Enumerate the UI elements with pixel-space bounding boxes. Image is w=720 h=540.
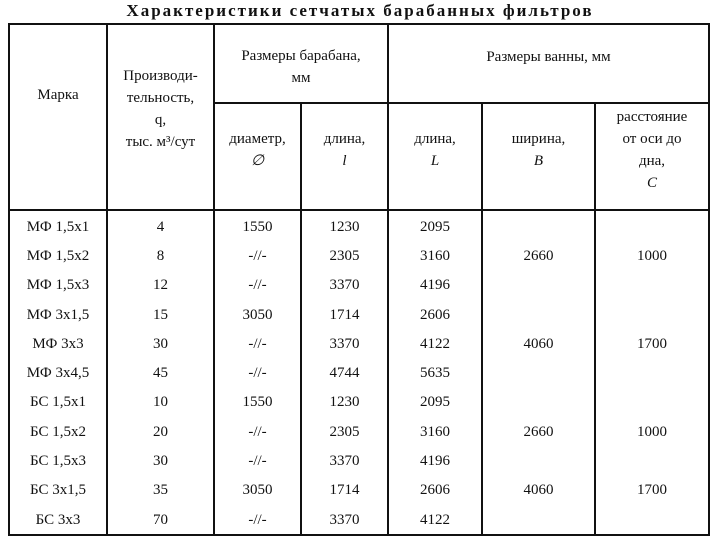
cell-marka: МФ 1,5х1 (26, 218, 90, 235)
cell-bath-distance (596, 271, 708, 300)
header-marka: Марка (37, 87, 79, 103)
cell-bath-length: 2606 (420, 482, 450, 499)
header-bath-length (389, 128, 481, 178)
header-productivity-line: тельность, (126, 90, 195, 106)
header-sub-line: B (533, 153, 544, 169)
cell-bath-distance (596, 446, 708, 475)
cell-productivity: 35 (153, 482, 168, 499)
cell-bath-width (483, 359, 594, 388)
header-drum-length (302, 128, 387, 178)
cell-drum-diameter: -//- (248, 511, 267, 528)
cell-bath-width: 2660 (523, 247, 554, 264)
cell-bath-width (483, 505, 594, 534)
cell-productivity: 4 (156, 218, 165, 235)
cell-bath-length: 2606 (420, 306, 450, 323)
cell-bath-width (483, 446, 594, 475)
cell-bath-distance: 1700 (637, 335, 667, 352)
cell-bath-length: 5635 (420, 365, 450, 382)
header-productivity-line: Производи- (123, 68, 198, 84)
cell-bath-length: 3160 (420, 423, 450, 440)
cell-bath-width (483, 271, 594, 300)
header-sub-line: расстояние (616, 109, 688, 125)
header-sub-line: диаметр, (229, 131, 286, 147)
cell-drum-diameter: 3050 (242, 306, 273, 323)
header-sub-line: длина, (323, 131, 366, 147)
header-sub-line: ∅ (250, 153, 265, 169)
cell-productivity: 30 (153, 335, 168, 352)
cell-drum-diameter: -//- (248, 247, 267, 264)
header-sub-line: от оси до (622, 131, 682, 147)
cell-drum-length: 3370 (329, 453, 360, 470)
cell-drum-diameter: -//- (248, 365, 267, 382)
cell-bath-length: 2095 (420, 218, 450, 235)
header-drum-line: мм (291, 70, 311, 86)
header-bath-distance (596, 106, 708, 206)
cell-marka: БС 1,5х3 (29, 453, 86, 470)
cell-bath-width: 4060 (523, 335, 554, 352)
cell-marka: МФ 3х3 (32, 335, 84, 352)
cell-bath-width (483, 388, 594, 417)
header-drum-diameter (215, 128, 300, 178)
cell-productivity: 12 (153, 277, 168, 294)
cell-marka: БС 1,5х2 (29, 423, 86, 440)
cell-bath-distance (596, 212, 708, 241)
header-bottom-rule (10, 209, 708, 211)
cell-drum-length: 1230 (329, 218, 360, 235)
cell-bath-distance (596, 359, 708, 388)
cell-drum-length: 2305 (329, 247, 360, 264)
cell-bath-width: 2660 (523, 423, 554, 440)
cell-productivity: 15 (153, 306, 168, 323)
cell-marka: БС 3х3 (35, 511, 81, 528)
cell-marka: МФ 1,5х2 (26, 247, 90, 264)
cell-bath-length: 4196 (420, 277, 450, 294)
header-bath-width (483, 128, 594, 178)
cell-drum-length: 3370 (329, 277, 360, 294)
header-sub-line: ширина, (511, 131, 566, 147)
cell-bath-length: 4196 (420, 453, 450, 470)
cell-productivity: 20 (153, 423, 168, 440)
header-sub-line: L (430, 153, 440, 169)
cell-bath-length: 4122 (420, 511, 450, 528)
cell-marka: БС 1,5х1 (29, 394, 86, 411)
cell-drum-length: 1230 (329, 394, 360, 411)
cell-drum-length: 1714 (329, 306, 360, 323)
cell-productivity: 45 (153, 365, 168, 382)
cell-drum-length: 4744 (329, 365, 360, 382)
header-bath-group: Размеры ванны, мм (486, 49, 611, 65)
cell-bath-length: 3160 (420, 247, 450, 264)
cell-drum-length: 2305 (329, 423, 360, 440)
cell-drum-diameter: -//- (248, 453, 267, 470)
cell-drum-diameter: 1550 (242, 394, 273, 411)
cell-bath-distance: 1000 (637, 423, 667, 440)
header-sub-line: l (342, 153, 347, 169)
cell-bath-distance: 1000 (637, 247, 667, 264)
table-title: Характеристики сетчатых барабанных фильтров (126, 1, 594, 20)
cell-drum-diameter: -//- (248, 277, 267, 294)
header-productivity-line: q, (154, 112, 167, 128)
header-productivity-line: тыс. м³/сут (125, 134, 196, 150)
header-sub-line: дна, (638, 153, 666, 169)
header-productivity (108, 65, 213, 209)
filter-table (8, 23, 710, 536)
cell-bath-distance (596, 388, 708, 417)
cell-productivity: 30 (153, 453, 168, 470)
cell-bath-width (483, 300, 594, 329)
cell-marka: МФ 1,5х3 (26, 277, 90, 294)
cell-drum-length: 3370 (329, 511, 360, 528)
cell-bath-distance (596, 505, 708, 534)
cell-drum-diameter: -//- (248, 335, 267, 352)
cell-bath-width (483, 212, 594, 241)
cell-marka: МФ 3х4,5 (26, 365, 90, 382)
cell-productivity: 70 (153, 511, 168, 528)
cell-productivity: 10 (153, 394, 168, 411)
cell-marka: БС 3х1,5 (29, 482, 86, 499)
cell-productivity: 8 (156, 247, 165, 264)
cell-drum-diameter: 3050 (242, 482, 273, 499)
cell-drum-length: 1714 (329, 482, 360, 499)
header-sub-line: C (646, 175, 657, 191)
cell-bath-length: 4122 (420, 335, 450, 352)
cell-bath-width: 4060 (523, 482, 554, 499)
cell-marka: МФ 3х1,5 (26, 306, 90, 323)
cell-bath-distance: 1700 (637, 482, 667, 499)
cell-bath-length: 2095 (420, 394, 450, 411)
cell-drum-diameter: -//- (248, 423, 267, 440)
cell-drum-diameter: 1550 (242, 218, 273, 235)
header-drum-line: Размеры барабана, (241, 48, 361, 64)
header-sub-line: длина, (414, 131, 456, 147)
cell-drum-length: 3370 (329, 335, 360, 352)
header-drum-group (215, 45, 387, 105)
cell-bath-distance (596, 300, 708, 329)
